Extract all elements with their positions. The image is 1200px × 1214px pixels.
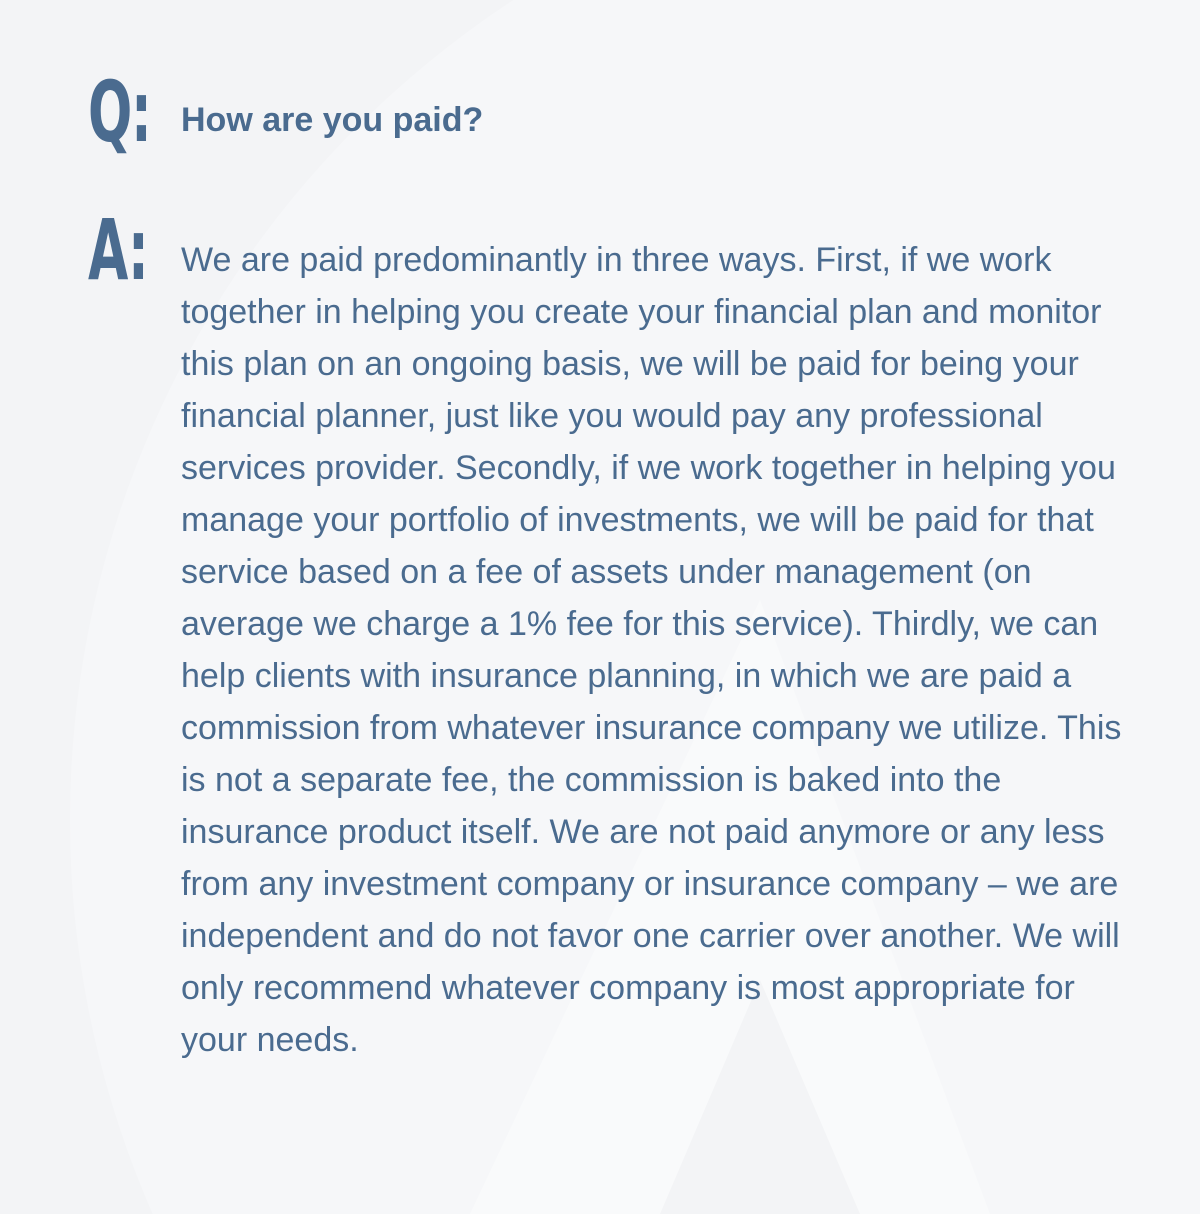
answer-text: We are paid predominantly in three ways. First, if we work together in helping you create your financial plan and monitor this plan on an ongoing basis, we will be paid for being your financial planner, just like you would pay any professional services provider. Secondly, if we work together in helping you manage your portfolio of investments, we will be paid for that service based on a fee of assets under management (on average we charge a 1% fee for this service). Thirdly, we can help clients with insurance planning, in which we are paid a commission from whatever insurance company we utilize. This is not a separate fee, the commission is baked into the insurance product itself. We are not paid anymore or any less from any investment company or insurance company – we are independent and do not favor one carrier over another. We will only recommend whatever company is most appropriate for your needs. (181, 241, 1122, 1059)
answer-marker: A: (88, 201, 148, 299)
question-marker: Q: (88, 63, 151, 161)
question-text: How are you paid? (181, 101, 484, 139)
